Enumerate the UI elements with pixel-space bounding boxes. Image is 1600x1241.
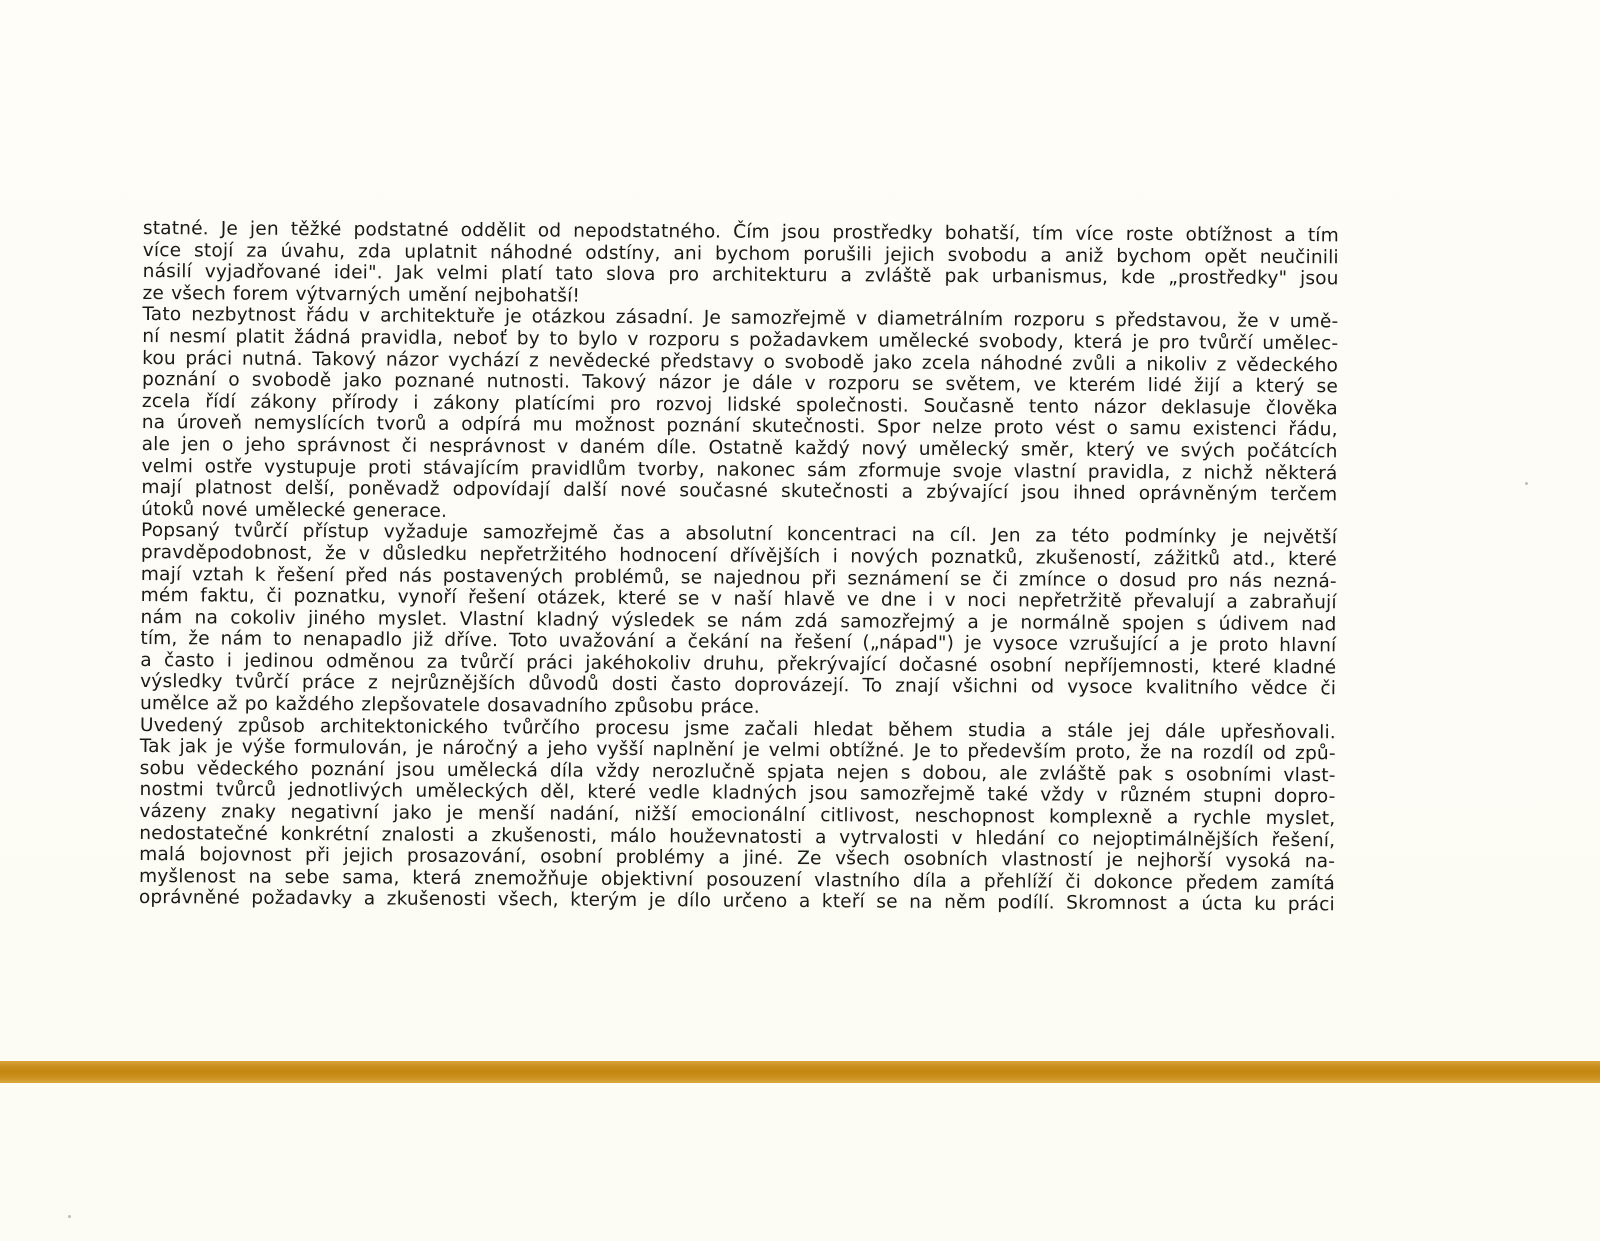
text-line: pravděpodobnost, že v důsledku nepřetržitého hodnocení dřívějších i nových poznatků, zkušeností, zážitků atd., které [140, 541, 1337, 571]
text-line: útoků nové umělecké generace. [141, 498, 448, 522]
text-line: vázeny znaky negativní jako je menší nadání, nižší emocionální citlivost, neschopnost komplexně a rychle myslet, [139, 801, 1336, 830]
paragraph [140, 520, 1337, 722]
text-line: Uvedený způsob architektonického tvůrčího procesu jsme začali hledat během studia a stále jej dále upřesňovali. [139, 714, 1336, 743]
paragraph [141, 304, 1338, 527]
text-line: sobu vědeckého poznání jsou umělecká díla vždy nerozlučně spjata nejen s dobou, ale zvláště pak s osobními vlast- [139, 757, 1336, 787]
paper-speck [1525, 482, 1528, 485]
text-line: nostmi tvůrců jednotlivých uměleckých děl, které vedle kladných jsou samozřejmě také vždy v různém stupni dopro- [139, 779, 1336, 808]
text-line: statné. Je jen těžké podstatné oddělit od nepodstatného. Čím jsou prostředky bohatší, tím více roste obtížnost a tím [142, 218, 1339, 247]
text-line: oprávněné požadavky a zkušenosti všech, kterým je dílo určeno a kteří se na něm podílí. Skromnost a úcta ku práci [138, 887, 1335, 916]
gold-rule [0, 1061, 1600, 1083]
paragraph [142, 218, 1339, 312]
text-line: násilí vyjadřované idei". Jak velmi platí tato slova pro architekturu a zvláště pak urbanismus, kde „prostředky" jsou [142, 261, 1339, 290]
text-line: umělce až po každého zlepšovatele dosavadního způsobu práce. [139, 693, 760, 718]
text-line: mají platnost delší, poněvadž odpovídají další nové současné skutečnosti a zbývající jsou ihned oprávněným terčem [141, 477, 1338, 506]
text-line: více stojí za úvahu, zda uplatnit náhodné odstíny, ani bychom porušili jejich svobodu a aniž bychom opět neučinili [142, 239, 1339, 268]
text-line: ní nesmí platit žádná pravidla, neboť by to bylo v rozporu s požadavkem umělecké svobody, která je pro tvůrčí umělec- [142, 325, 1339, 355]
paper-speck [68, 1215, 71, 1218]
text-line: Popsaný tvůrčí přístup vyžaduje samozřejmě čas a absolutní koncentraci na cíl. Jen za této podmínky je největší [141, 520, 1338, 549]
text-line: Tato nezbytnost řádu v architektuře je otázkou zásadní. Je samozřejmě v diametrálním rozporu s představou, že v umě- [142, 304, 1339, 333]
text-line: zcela řídí zákony přírody i zákony platícími pro rozvoj lidské společnosti. Současně tento názor deklasuje člověka [141, 390, 1338, 420]
text-line: velmi ostře vystupuje proti stávajícím pravidlům tvorby, nakonec sám zformuje svoje vlastní pravidla, z nichž některá [141, 455, 1338, 484]
text-line: poznání o svobodě jako poznané nutnosti. Takový názor je dále v rozporu se světem, ve kterém lidé žijí a který se [141, 369, 1339, 398]
text-line: výsledky tvůrčí práce z nejrůznějších důvodů dosti často doprovázejí. To znají všichni od vysoce kvalitního vědce či [140, 671, 1337, 700]
text-line: ale jen o jeho správnost či nesprávnost v daném díle. Ostatně každý nový umělecký směr, který ve svých počátcích [141, 433, 1338, 463]
text-line: nedostatečné konkrétní znalosti a zkušenosti, málo houževnatosti a vytrvalosti v hledání co nejoptimálnějších řešení, [139, 822, 1336, 851]
text-line: myšlenost na sebe sama, která znemožňuje objektivní posouzení vlastního díla a přehlíží či dokonce předem zamítá [138, 865, 1336, 895]
text-line: malá bojovnost při jejich prosazování, osobní problémy a jiné. Ze všech osobních vlastností je nejhorší vysoká na- [139, 844, 1336, 873]
text-line: a často i jedinou odměnou za tvůrčí práci jakéhokoliv druhu, překrývající dočasné osobní nepříjemnosti, které kladné [140, 649, 1337, 679]
text-line: mají vztah k řešení před nás postavených problémů, se najednou při seznámení se či zmínce o dosud pro nás nezná- [140, 563, 1337, 592]
text-line: mém faktu, či poznatku, vynoří řešení otázek, které se v naší hlavě ve dne i v noci nepřetržitě převalují a zabraňují [140, 585, 1337, 614]
text-line: nám na cokoliv jiného myslet. Vlastní kladný výsledek se nám zdá samozřejmý a je normálně spojen s údivem nad [140, 606, 1337, 635]
text-line: Tak jak je výše formulován, je náročný a jeho vyšší naplnění je velmi obtížné. Je to především proto, že na rozdíl od způ- [139, 736, 1336, 765]
text-line: ze všech forem výtvarných umění nejbohatší! [142, 282, 581, 307]
paragraph [139, 715, 1336, 917]
body-text [139, 218, 1339, 916]
text-line: na úroveň nemyslících tvorů a odpírá mu možnost poznání skutečnosti. Spor nelze proto vést o samu existenci řádu, [141, 412, 1338, 441]
text-line: kou práci nutná. Takový názor vychází z nevědecké představy o svobodě jako zcela náhodné zvůli a nikoliv z vědeckého [142, 347, 1339, 376]
text-line: tím, že nám to nenapadlo již dříve. Toto uvažování a čekání na řešení („nápad") je vysoce vzrušující a je proto hlavní [140, 628, 1337, 657]
